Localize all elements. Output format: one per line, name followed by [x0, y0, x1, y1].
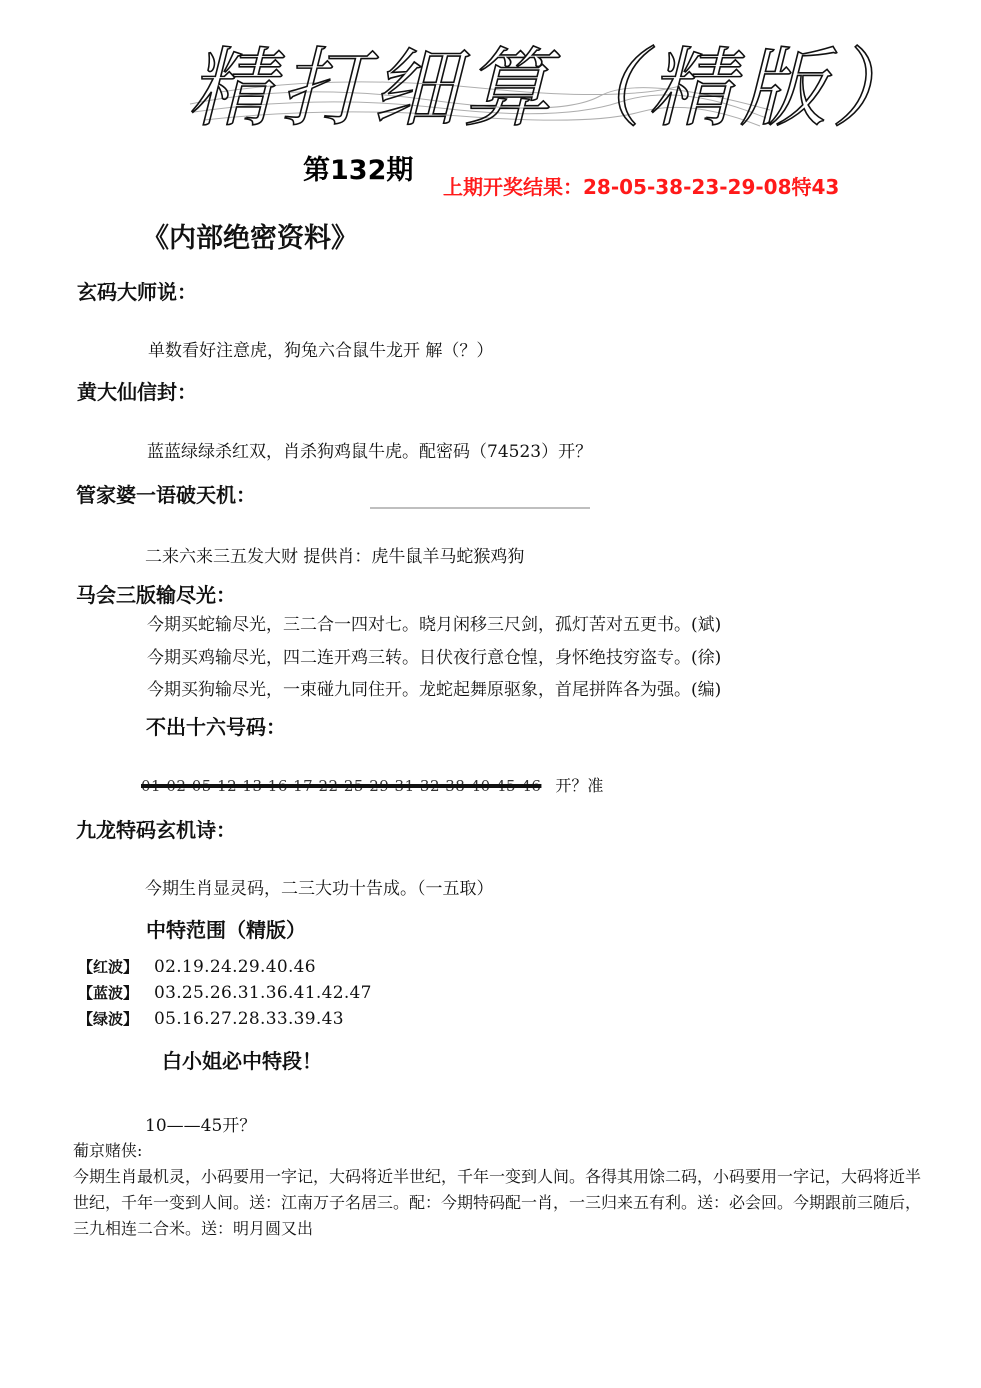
wave-row-red — [78, 956, 316, 977]
wave-row-blue — [78, 982, 372, 1003]
section-heading-guanjia: 管家婆一语破天机： — [76, 483, 256, 507]
section-heading-zhongte: 中特范围（精版） — [146, 918, 306, 942]
section-heading-bai: 白小姐必中特段！ — [162, 1049, 322, 1073]
excluded-numbers-row — [141, 773, 603, 796]
issue-number: 第132期 — [303, 155, 414, 186]
mahui-line-2: 今期买鸡输尽光，四二连开鸡三转。日伏夜行意仓惶，身怀绝技穷盗专。(徐) — [147, 648, 722, 668]
wave-row-green — [78, 1008, 344, 1029]
title-artwork — [180, 22, 924, 140]
document-title: 《内部绝密资料》 — [142, 223, 358, 254]
wave-tag: 【蓝波】 — [78, 984, 139, 1002]
wave-numbers: 02.19.24.29.40.46 — [154, 957, 316, 977]
huang-line: 蓝蓝绿绿杀红双，肖杀狗鸡鼠牛虎。配密码（74523）开？ — [147, 442, 593, 462]
pujing-block — [73, 1138, 931, 1242]
xuanma-line: 单数看好注意虎，狗兔六合鼠牛龙开 解（？） — [148, 341, 494, 361]
last-draw-result: 上期开奖结果：28-05-38-23-29-08特43 — [443, 175, 840, 199]
section-heading-xuanma: 玄码大师说： — [77, 280, 197, 304]
scan-mark — [370, 507, 590, 509]
bai-line: 10——45开？ — [145, 1116, 257, 1136]
mahui-line-3: 今期买狗输尽光，一束碰九同住开。龙蛇起舞原驱象，首尾拼阵各为强。(编) — [147, 680, 722, 700]
wave-numbers: 03.25.26.31.36.41.42.47 — [154, 983, 372, 1003]
section-heading-huang: 黄大仙信封： — [77, 380, 197, 404]
guanjia-line: 二来六来三五发大财 提供肖：虎牛鼠羊马蛇猴鸡狗 — [145, 547, 525, 567]
excluded-numbers-tail: 开？准 — [555, 776, 604, 795]
excluded-numbers: 01 02 05 12 13 16 17 22 25 29 31 32 38 40 45 46 — [141, 777, 542, 795]
section-heading-buchu: 不出十六号码： — [146, 715, 286, 739]
pujing-text: 今期生肖最机灵，小码要用一字记，大码将近半世纪，千年一变到人间。各得其用馀二码，小码要用一字记，大码将近半世纪，千年一变到人间。送：江南万子名居三。配：今期特码配一肖，一三归来五有利。送：必会回。今期跟前三随后，三九相连二合米。送：明月圆又出 — [73, 1167, 922, 1238]
jiulong-line: 今期生肖显灵码，二三大功十告成。（一五取） — [145, 879, 494, 899]
wave-numbers: 05.16.27.28.33.39.43 — [154, 1009, 344, 1029]
title-art-text: 精打细算（精版） — [188, 39, 924, 139]
wave-tag: 【绿波】 — [78, 1010, 139, 1028]
mahui-line-1: 今期买蛇输尽光，三二合一四对七。晓月闲移三尺剑，孤灯苦对五更书。(斌) — [147, 615, 722, 635]
section-heading-mahui: 马会三版输尽光： — [76, 583, 236, 607]
wave-tag: 【红波】 — [78, 958, 139, 976]
section-heading-pujing: 葡京赌侠: — [73, 1141, 143, 1160]
section-heading-jiulong: 九龙特码玄机诗： — [76, 818, 236, 842]
